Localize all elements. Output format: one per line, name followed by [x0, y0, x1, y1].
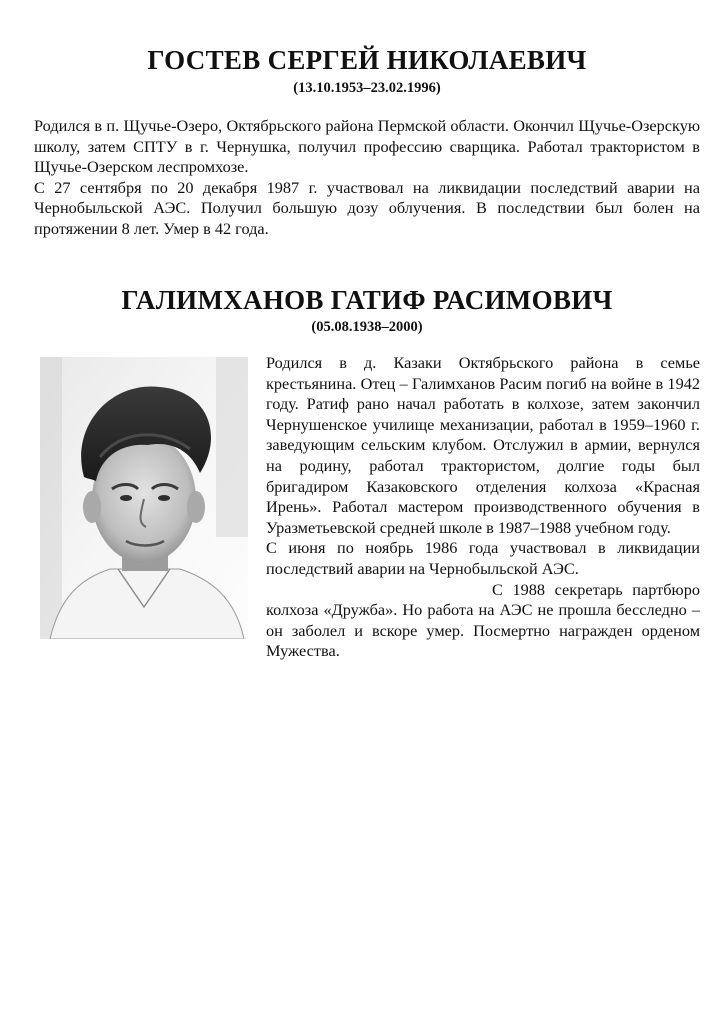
biography-paragraph: С июня по ноябрь 1986 года участвовал в ликвидации последствий аварии на Чернобыльской АЭС.: [266, 538, 700, 578]
biography-paragraph: С 1988 секретарь партбюро колхоза «Дружба». Но работа на АЭС не прошла бесследно – он заболел и вскоре умер. Посмертно награжден орденом Мужества.: [266, 579, 700, 661]
biography-paragraph: Родился в д. Казаки Октябрьского района в семье крестьянина. Отец – Галимханов Расим погиб на войне в 1942 году. Ратиф рано начал работать в колхозе, затем закончил Чернушенское училище механизации, работал в 1959–1960 г. заведующим сельским клубом. Отслужил в армии, вернулся на родину, работал трактористом, долгие годы был бригадиром Казаковского отделения колхоза «Красная Ирень». Работал мастером производственного обучения в Уразметьевской средней школе в 1987–1988 учебном году.: [266, 353, 700, 537]
biography-paragraph: С 27 сентября по 20 декабря 1987 г. участвовал на ликвидации последствий аварии на Чернобыльской АЭС. Получил большую дозу облучения. В последствии был болен на протяжении 8 лет. Умер в 42 года.: [34, 177, 700, 238]
person-name: ГАЛИМХАНОВ ГАТИФ РАСИМОВИЧ: [121, 285, 613, 315]
biography-paragraph: Родился в п. Щучье-Озеро, Октябрьского района Пермской области. Окончил Щучье-Озерскую школу, затем СПТУ в г. Чернушка, получил профессию сварщика. Работал трактористом в Щучье-Озерском леспромхозе.: [34, 116, 700, 177]
biography-text: [34, 116, 700, 240]
person-name: ГОСТЕВ СЕРГЕЙ НИКОЛАЕВИЧ: [147, 45, 587, 75]
biography-text: [34, 353, 700, 662]
life-dates: (05.08.1938–2000): [311, 319, 423, 335]
biography-galimkhanov: [34, 284, 700, 662]
biography-gostev: [34, 44, 700, 240]
portrait-photo: [40, 357, 248, 639]
life-dates: (13.10.1953–23.02.1996): [293, 80, 441, 96]
portrait-photo-image: [40, 357, 248, 639]
